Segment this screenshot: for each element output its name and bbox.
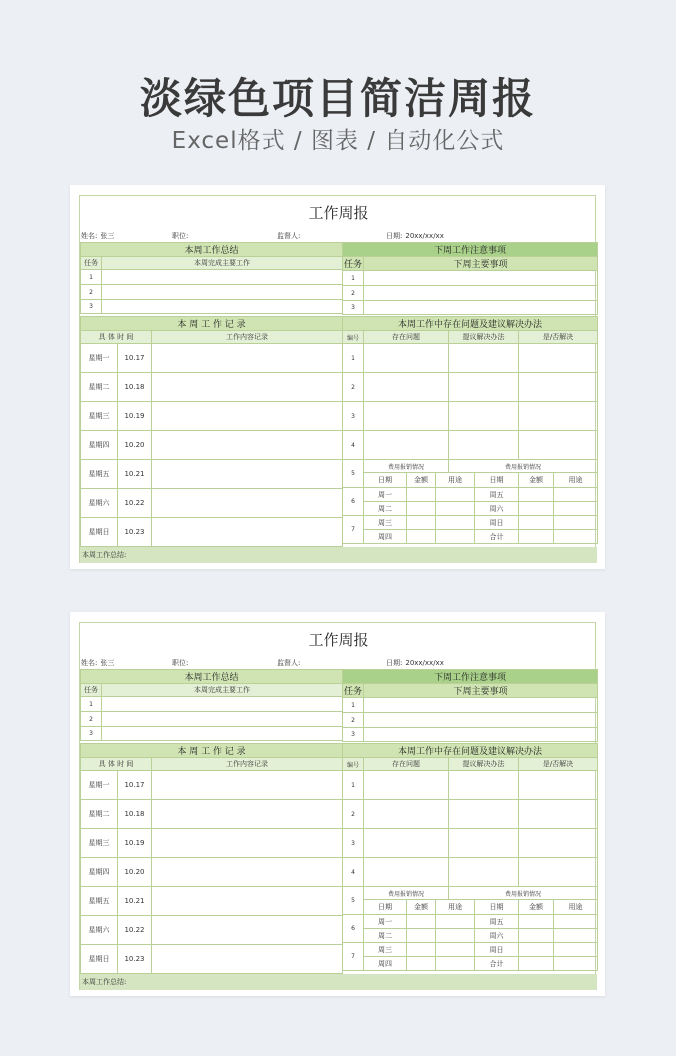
issue-row [343,373,598,402]
date-value: 20xx/xx/xx [405,232,444,240]
exp-use-cell[interactable] [436,957,475,971]
exp-use-cell[interactable] [554,488,598,502]
expense-title-row [343,460,598,473]
supervisor-field [277,231,300,241]
task-cell[interactable] [102,300,343,314]
exp-amount-cell[interactable] [407,943,436,957]
day-name: 星期四 [81,431,118,460]
name-value: 张三 [100,659,115,667]
task-row-num: 3 [343,301,364,315]
exp-day: 周三 [364,943,407,957]
day-date: 10.20 [118,858,152,887]
resolved-cell[interactable] [519,829,598,858]
day-date: 10.23 [118,945,152,974]
expense-row [343,929,598,943]
date-label: 日期: [386,232,403,240]
expense-left-header: 费用报销情况 [364,887,449,900]
day-date: 10.19 [118,402,152,431]
problem-cell[interactable] [364,431,449,460]
exp-day: 周六 [475,929,519,943]
day-name: 星期五 [81,460,118,489]
record-header: 本 周 工 作 记 录 [81,317,343,331]
task-cell[interactable] [364,713,598,728]
position-field [172,231,188,241]
issue-rows [343,344,598,544]
issues-table [342,743,598,971]
resolved-cell[interactable] [519,800,598,829]
task-cell[interactable] [102,270,343,285]
issue-row [343,344,598,373]
exp-amount-cell[interactable] [407,502,436,516]
day-name: 星期日 [81,945,118,974]
expense-title-row [343,887,598,900]
issue-row [343,771,598,800]
supervisor-field [277,658,300,668]
resolved-cell[interactable] [519,431,598,460]
content-col: 工作内容记录 [152,331,343,344]
exp-amount-cell[interactable] [407,516,436,530]
day-name: 星期六 [81,916,118,945]
exp-amount-col: 金额 [519,900,554,915]
work-content-cell[interactable] [152,402,343,431]
name-field [81,231,114,241]
issue-id: 7 [343,943,364,971]
suggest-cell[interactable] [449,771,519,800]
task-cell[interactable] [102,712,343,727]
exp-day: 周五 [475,915,519,929]
task-row-num: 1 [81,270,102,285]
day-row [81,916,343,945]
issue-id: 1 [343,771,364,800]
work-content-cell[interactable] [152,373,343,402]
exp-amount-cell[interactable] [519,502,554,516]
task-row-num: 1 [343,698,364,713]
exp-day: 周六 [475,502,519,516]
id-col: 编号 [343,331,364,344]
expense-row [343,943,598,957]
date-field [386,658,444,668]
next-main-col: 下周主要事项 [364,684,598,698]
exp-day: 周四 [364,530,407,544]
issue-id: 3 [343,402,364,431]
resolved-cell[interactable] [519,402,598,431]
day-name: 星期五 [81,887,118,916]
task-cell[interactable] [102,727,343,741]
weekly-summary-footer: 本周工作总结: [80,974,597,990]
record-header: 本 周 工 作 记 录 [81,744,343,758]
summary-table [80,242,343,314]
day-row [81,344,343,373]
work-content-cell[interactable] [152,916,343,945]
exp-date-col: 日期 [475,900,519,915]
report-preview-1 [70,185,605,569]
suggest-col: 提议解决办法 [449,331,519,344]
summary-header: 本周工作总结 [81,243,343,257]
resolved-cell[interactable] [519,858,598,887]
expense-row [343,502,598,516]
day-row [81,518,343,547]
day-date: 10.17 [118,771,152,800]
task-col: 任务 [343,684,364,698]
day-date: 10.18 [118,373,152,402]
issue-rows [343,771,598,971]
task-row-num: 3 [81,727,102,741]
exp-date-col: 日期 [364,473,407,488]
exp-amount-cell[interactable] [407,957,436,971]
task-col: 任务 [81,257,102,270]
issue-row [343,829,598,858]
exp-amount-cell[interactable] [519,915,554,929]
day-name: 星期二 [81,373,118,402]
task-cell[interactable] [364,286,598,301]
exp-use-cell[interactable] [436,516,475,530]
task-row-num: 1 [343,271,364,286]
day-name: 星期二 [81,800,118,829]
work-content-cell[interactable] [152,771,343,800]
day-rows [81,344,343,547]
work-content-cell[interactable] [152,344,343,373]
resolved-col: 是/否解决 [519,758,598,771]
next-header: 下周工作注意事项 [343,243,598,257]
exp-amount-cell[interactable] [519,488,554,502]
report-preview-2 [70,612,605,996]
weekly-summary-footer: 本周工作总结: [80,547,597,563]
work-content-cell[interactable] [152,887,343,916]
next-week-table [342,242,598,315]
resolved-cell[interactable] [519,344,598,373]
suggest-cell[interactable] [449,344,519,373]
exp-amount-cell[interactable] [519,530,554,544]
work-content-cell[interactable] [152,460,343,489]
name-label: 姓名: [81,232,98,240]
issue-id: 4 [343,431,364,460]
task-cell[interactable] [364,728,598,742]
resolved-col: 是/否解决 [519,331,598,344]
exp-day: 周日 [475,516,519,530]
expense-row [343,530,598,544]
date-label: 日期: [386,659,403,667]
exp-day: 周二 [364,929,407,943]
exp-date-col: 日期 [364,900,407,915]
exp-day: 周一 [364,915,407,929]
summary-header: 本周工作总结 [81,670,343,684]
date-value: 20xx/xx/xx [405,659,444,667]
exp-amount-cell[interactable] [407,488,436,502]
expense-col-row [343,473,598,488]
day-name: 星期四 [81,858,118,887]
work-content-cell[interactable] [152,945,343,974]
exp-use-cell[interactable] [554,530,598,544]
expense-row [343,488,598,502]
day-date: 10.23 [118,518,152,547]
id-col: 编号 [343,758,364,771]
suggest-cell[interactable] [449,373,519,402]
issue-id: 5 [343,460,364,488]
resolved-cell[interactable] [519,373,598,402]
time-col: 具 体 时 间 [81,331,152,344]
work-record-table [80,743,343,974]
day-date: 10.22 [118,916,152,945]
issue-id: 2 [343,373,364,402]
exp-amount-col: 金额 [407,900,436,915]
exp-amount-cell[interactable] [407,530,436,544]
exp-day: 周四 [364,957,407,971]
work-content-cell[interactable] [152,431,343,460]
expense-right-header: 费用报销情况 [449,460,598,473]
work-record-table [80,316,343,547]
issue-row [343,800,598,829]
exp-day: 周二 [364,502,407,516]
task-row-num: 2 [343,286,364,301]
exp-amount-col: 金额 [407,473,436,488]
day-date: 10.22 [118,489,152,518]
problem-cell[interactable] [364,800,449,829]
exp-date-col: 日期 [475,473,519,488]
suggest-cell[interactable] [449,829,519,858]
day-row [81,887,343,916]
day-row [81,945,343,974]
day-row [81,800,343,829]
issue-id: 5 [343,887,364,915]
exp-day: 周五 [475,488,519,502]
problem-col: 存在问题 [364,758,449,771]
day-date: 10.17 [118,344,152,373]
exp-use-cell[interactable] [554,929,598,943]
issues-header: 本周工作中存在问题及建议解决办法 [343,317,598,331]
day-row [81,829,343,858]
problem-cell[interactable] [364,402,449,431]
problem-cell[interactable] [364,771,449,800]
sheet-title: 工作周报 [308,631,369,649]
issue-row [343,402,598,431]
content-col: 工作内容记录 [152,758,343,771]
problem-cell[interactable] [364,858,449,887]
work-content-cell[interactable] [152,858,343,887]
issues-header: 本周工作中存在问题及建议解决办法 [343,744,598,758]
day-date: 10.21 [118,460,152,489]
issue-row [343,858,598,887]
task-cell[interactable] [364,271,598,286]
report-sheet [79,195,596,563]
exp-use-col: 用途 [436,900,475,915]
day-date: 10.21 [118,887,152,916]
position-label: 职位: [172,232,189,240]
exp-amount-col: 金额 [519,473,554,488]
work-content-cell[interactable] [152,829,343,858]
day-row [81,489,343,518]
issue-id: 6 [343,915,364,943]
task-row-num: 2 [81,712,102,727]
task-cell[interactable] [102,285,343,300]
exp-use-cell[interactable] [436,502,475,516]
day-date: 10.19 [118,829,152,858]
exp-use-cell[interactable] [554,943,598,957]
task-row-num: 1 [81,697,102,712]
position-field [172,658,188,668]
day-name: 星期三 [81,829,118,858]
task-row-num: 3 [81,300,102,314]
issue-row [343,431,598,460]
exp-amount-cell[interactable] [407,929,436,943]
issue-id: 2 [343,800,364,829]
day-date: 10.18 [118,800,152,829]
done-col: 本周完成主要工作 [102,257,343,270]
exp-amount-cell[interactable] [519,929,554,943]
name-field [81,658,114,668]
position-label: 职位: [172,659,189,667]
day-rows [81,771,343,974]
day-row [81,858,343,887]
day-name: 星期三 [81,402,118,431]
exp-use-cell[interactable] [554,957,598,971]
day-name: 星期日 [81,518,118,547]
exp-use-cell[interactable] [436,929,475,943]
exp-day: 合计 [475,530,519,544]
expense-left-header: 费用报销情况 [364,460,449,473]
task-col: 任务 [81,684,102,697]
problem-cell[interactable] [364,344,449,373]
task-row-num: 2 [343,713,364,728]
resolved-cell[interactable] [519,771,598,800]
supervisor-label: 监督人: [277,232,301,240]
problem-col: 存在问题 [364,331,449,344]
summary-table [80,669,343,741]
supervisor-label: 监督人: [277,659,301,667]
exp-use-cell[interactable] [554,516,598,530]
work-content-cell[interactable] [152,800,343,829]
exp-amount-cell[interactable] [519,943,554,957]
report-sheet [79,622,596,990]
exp-amount-cell[interactable] [407,915,436,929]
suggest-col: 提议解决办法 [449,758,519,771]
issue-id: 1 [343,344,364,373]
exp-day: 合计 [475,957,519,971]
next-main-col: 下周主要事项 [364,257,598,271]
suggest-cell[interactable] [449,431,519,460]
exp-day: 周日 [475,943,519,957]
problem-cell[interactable] [364,373,449,402]
exp-use-cell[interactable] [436,915,475,929]
issue-id: 3 [343,829,364,858]
suggest-cell[interactable] [449,800,519,829]
date-field [386,231,444,241]
exp-day: 周一 [364,488,407,502]
sheet-title: 工作周报 [308,204,369,222]
exp-use-cell[interactable] [436,943,475,957]
task-cell[interactable] [102,697,343,712]
day-row [81,373,343,402]
issue-id: 7 [343,516,364,544]
issue-id: 6 [343,488,364,516]
task-cell[interactable] [364,301,598,315]
exp-use-col: 用途 [554,900,598,915]
issues-table [342,316,598,544]
time-col: 具 体 时 间 [81,758,152,771]
next-week-table [342,669,598,742]
issue-id: 4 [343,858,364,887]
task-col: 任务 [343,257,364,271]
next-header: 下周工作注意事项 [343,670,598,684]
task-row-num: 3 [343,728,364,742]
day-name: 星期一 [81,344,118,373]
exp-day: 周三 [364,516,407,530]
expense-row [343,957,598,971]
name-label: 姓名: [81,659,98,667]
exp-use-col: 用途 [554,473,598,488]
banner-title: 淡绿色项目简洁周报 [139,74,536,123]
suggest-cell[interactable] [449,858,519,887]
exp-use-col: 用途 [436,473,475,488]
day-name: 星期一 [81,771,118,800]
work-content-cell[interactable] [152,489,343,518]
exp-use-cell[interactable] [436,488,475,502]
day-row [81,402,343,431]
problem-cell[interactable] [364,829,449,858]
day-row [81,431,343,460]
banner-subtitle: Excel格式 / 图表 / 自动化公式 [171,128,505,154]
task-cell[interactable] [364,698,598,713]
work-content-cell[interactable] [152,518,343,547]
exp-amount-cell[interactable] [519,516,554,530]
done-col: 本周完成主要工作 [102,684,343,697]
expense-col-row [343,900,598,915]
exp-use-cell[interactable] [436,530,475,544]
expense-row [343,516,598,530]
expense-right-header: 费用报销情况 [449,887,598,900]
expense-row [343,915,598,929]
exp-use-cell[interactable] [554,502,598,516]
exp-use-cell[interactable] [554,915,598,929]
day-row [81,771,343,800]
day-date: 10.20 [118,431,152,460]
day-name: 星期六 [81,489,118,518]
task-row-num: 2 [81,285,102,300]
name-value: 张三 [100,232,115,240]
exp-amount-cell[interactable] [519,957,554,971]
suggest-cell[interactable] [449,402,519,431]
day-row [81,460,343,489]
